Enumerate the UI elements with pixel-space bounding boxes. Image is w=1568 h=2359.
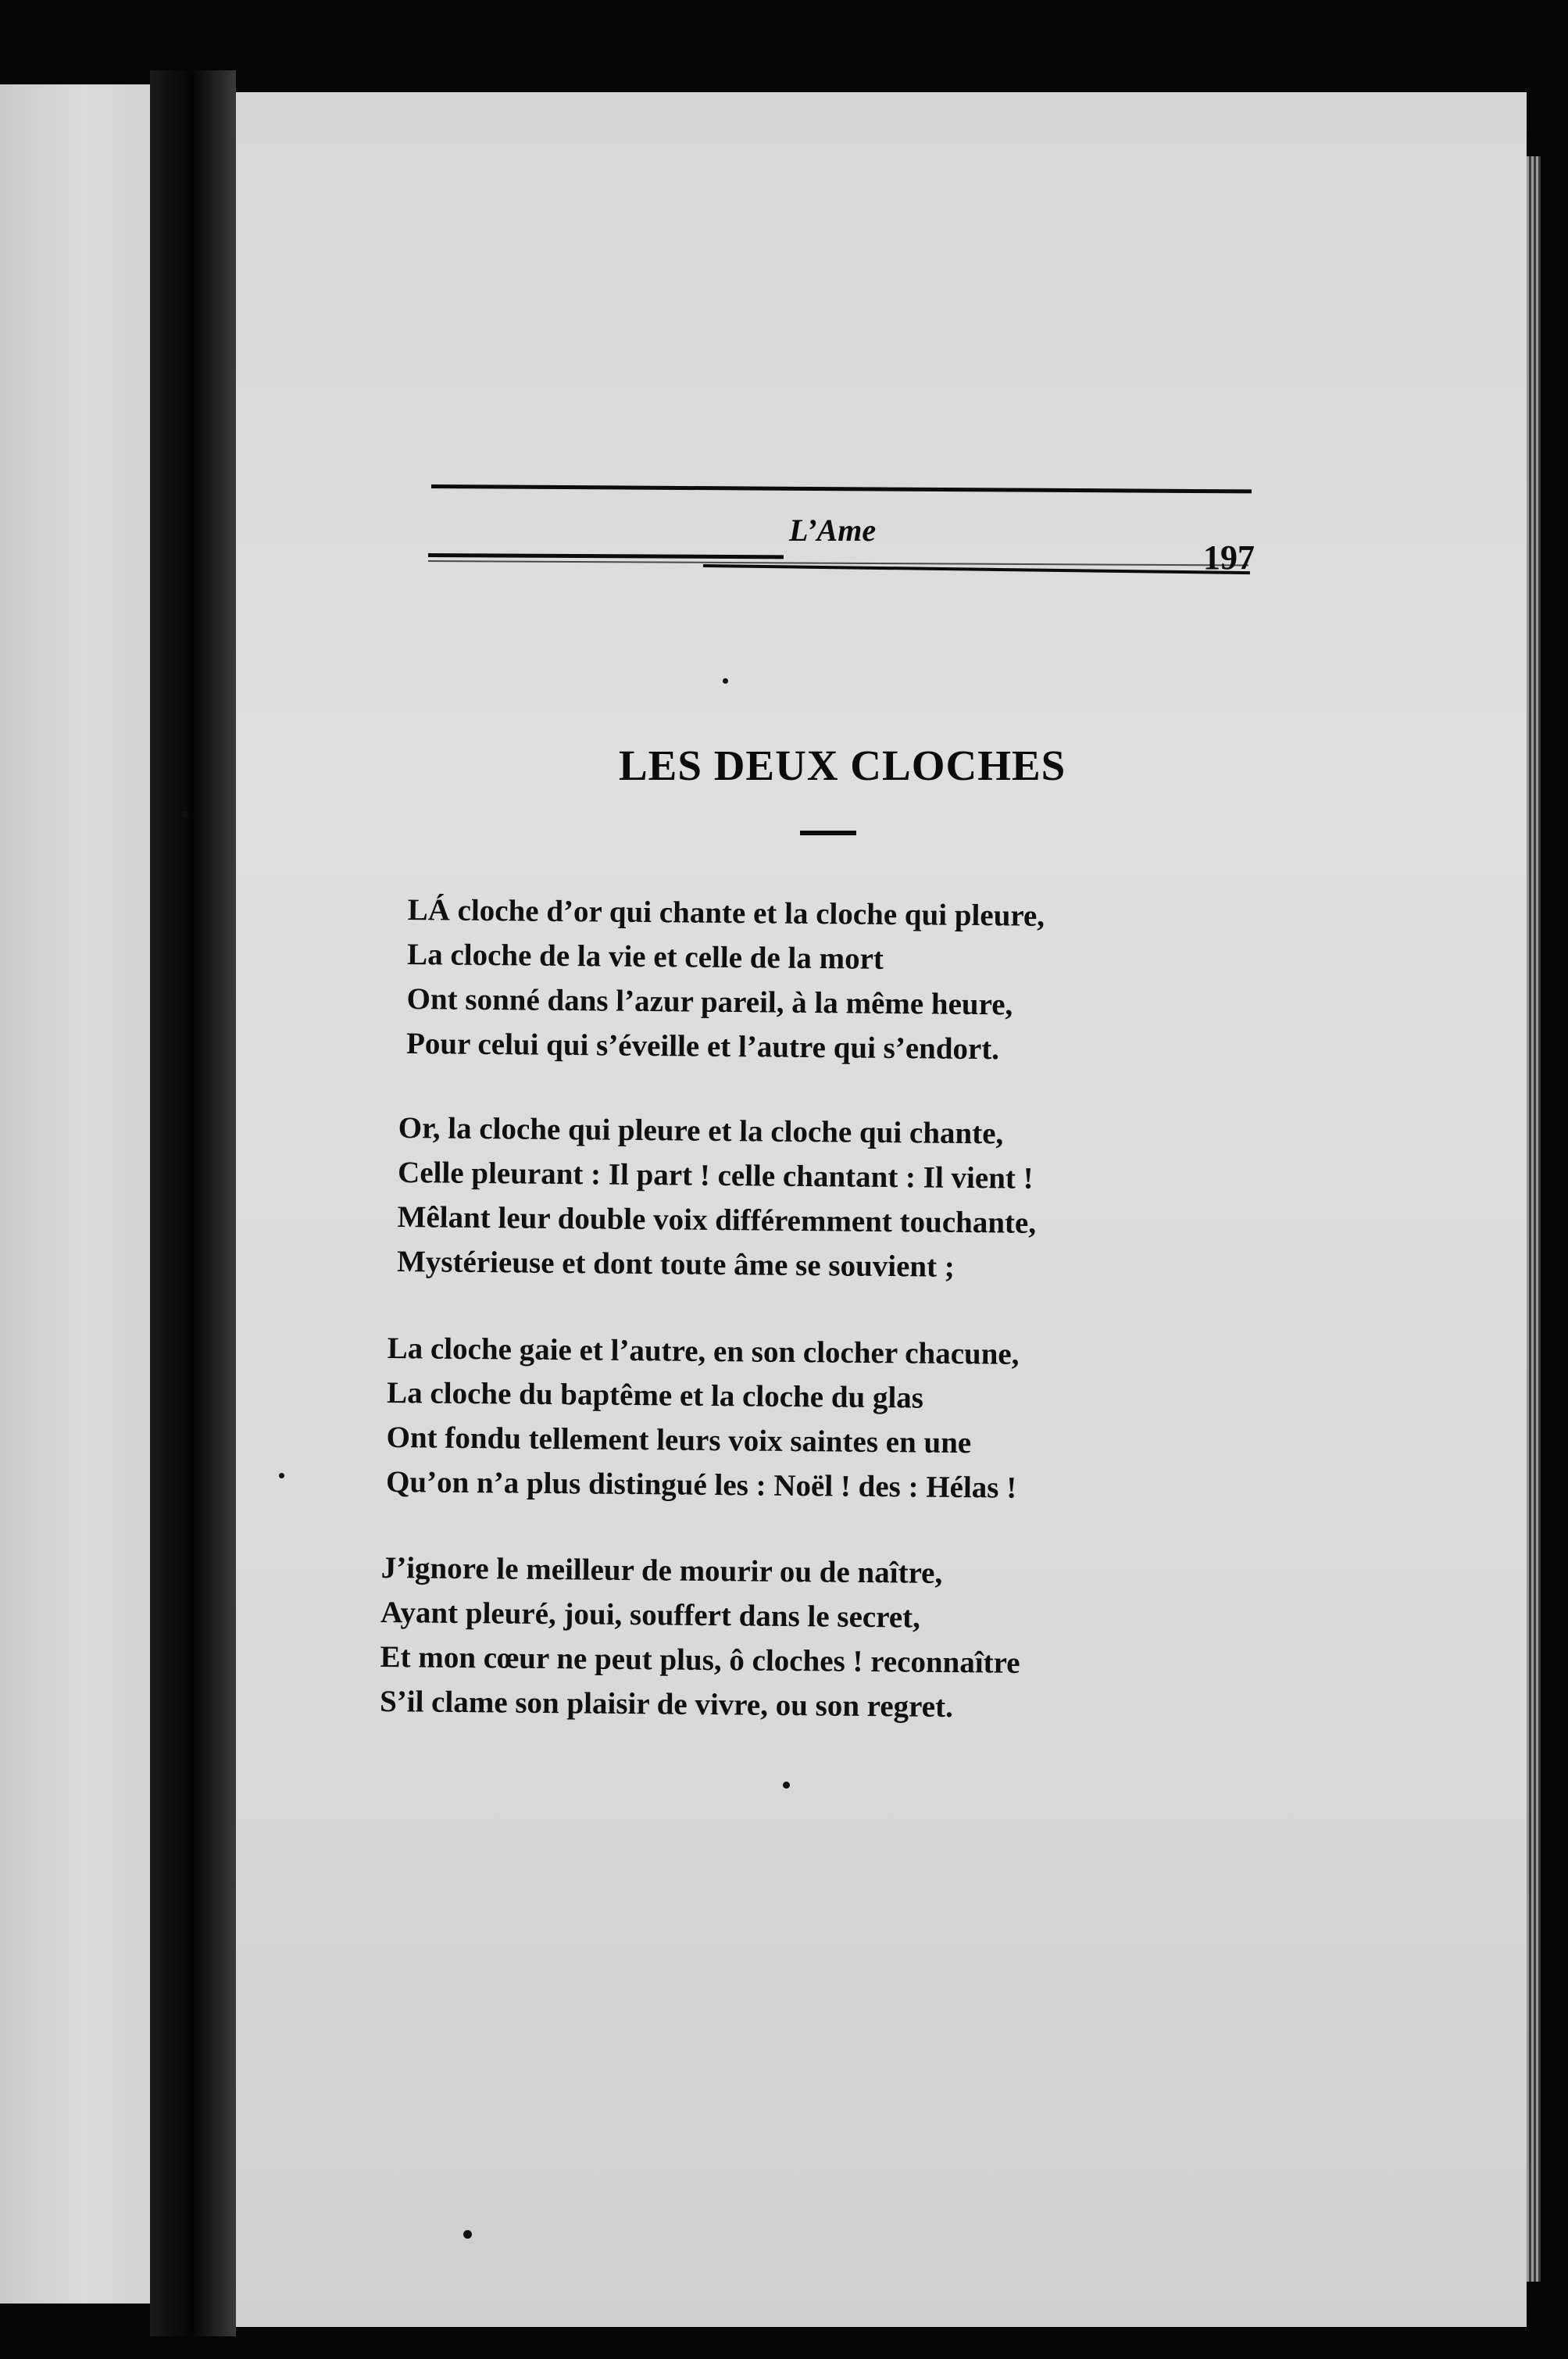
running-head: L’Ame [789,513,877,548]
verse-line: La cloche du baptême et la cloche du glas [386,1375,924,1415]
verse-line: S’il clame son plaisir de vivre, ou son regret. [379,1684,954,1725]
speck [463,2230,472,2239]
book-gutter [150,70,236,2336]
page-number: 197 [1203,538,1255,577]
page-edge [1527,156,1541,2282]
verse-line: Qu’on n’a plus distingué les : Noël ! des : Hélas ! [385,1464,1017,1505]
speck [279,1473,284,1478]
verse-line: Mêlant leur double voix différemment touchante, [397,1199,1037,1240]
verse-line: Pour celui qui s’éveille et l’autre qui s’endort. [405,1026,1000,1067]
verse-line: Ont fondu tellement leurs voix saintes en une [386,1420,972,1460]
poem-title: LES DEUX CLOCHES [619,742,1066,789]
verse-line: Celle pleurant : Il part ! celle chantant : Il vient ! [397,1155,1034,1196]
verse-line: Ayant pleuré, joui, souffert dans le secret, [380,1595,921,1635]
speck [723,678,728,684]
stanza-2 [397,1106,1038,1290]
speck [181,811,188,818]
verse-line: Or, la cloche qui pleure et la cloche qui chante, [398,1110,1004,1151]
verse-line: J’ignore le meilleur de mourir ou de naître, [380,1550,943,1590]
left-page-fragment [0,84,150,2304]
verse-line: La cloche de la vie et celle de la mort [406,937,884,976]
stanza-3 [386,1326,1020,1510]
verse-line: LÁ cloche d’or qui chante et la cloche qui pleure, [407,892,1045,933]
stanza-1 [406,888,1045,1072]
verse-line: Et mon cœur ne peut plus, ô cloches ! reconnaître [380,1639,1020,1680]
end-ornament-dot [783,1782,790,1789]
stanza-4 [380,1546,1021,1730]
verse-line: Ont sonné dans l’azur pareil, à la même heure, [406,981,1013,1022]
verse-line: Mystérieuse et dont toute âme se souvient ; [396,1244,955,1284]
verse-line: La cloche gaie et l’autre, en son clocher chacune, [387,1331,1020,1371]
title-dash [800,831,856,835]
